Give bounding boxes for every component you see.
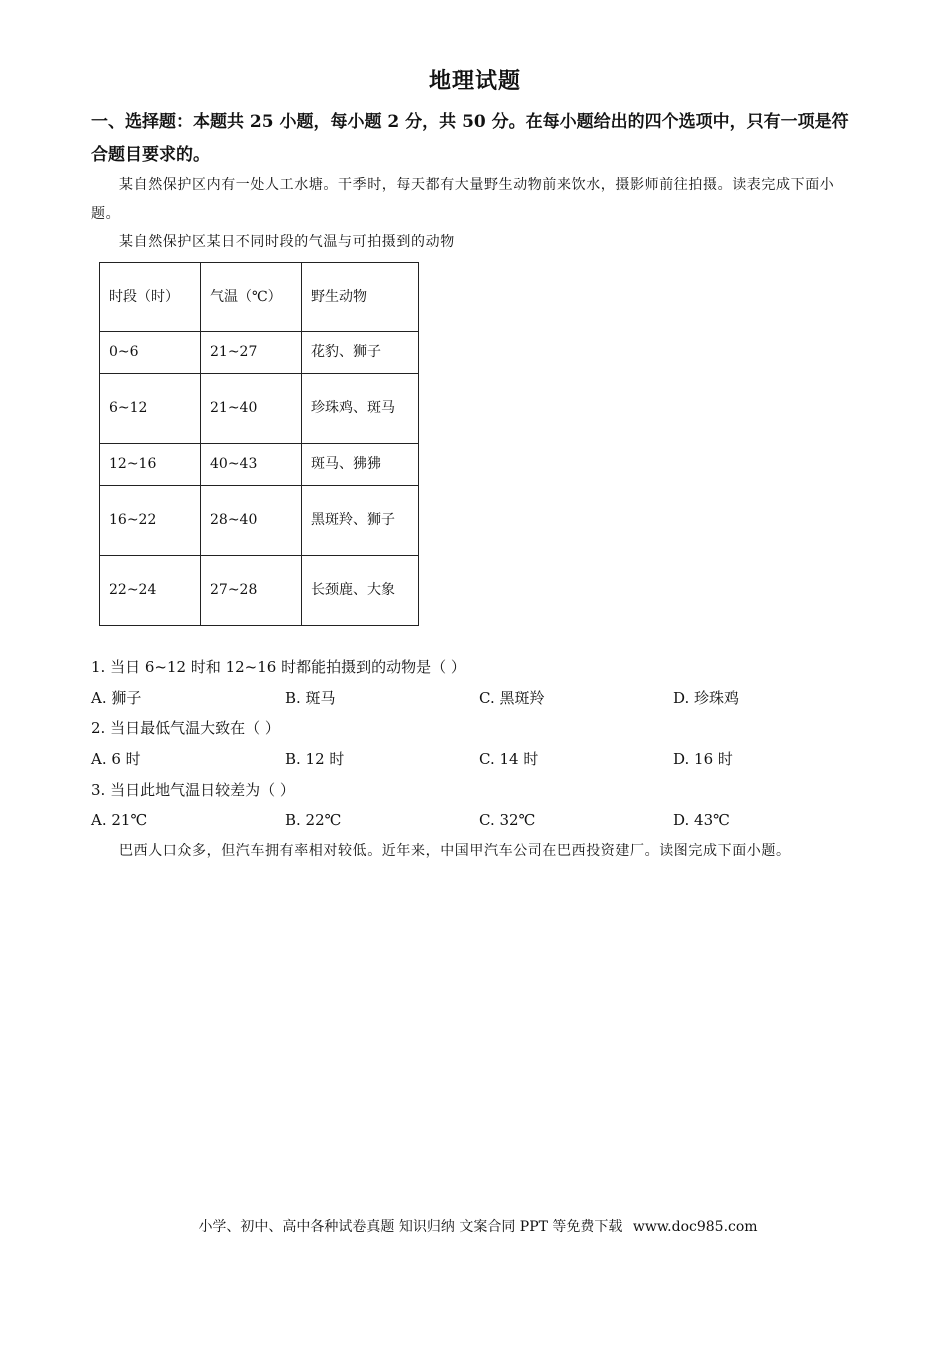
- option-b: B. 斑马: [285, 689, 336, 707]
- option-b: B. 22℃: [285, 811, 342, 829]
- table-row: [100, 332, 419, 374]
- option-d: D. 珍珠鸡: [673, 689, 740, 707]
- option-c: C. 32℃: [479, 811, 536, 829]
- table-header-cell: 气温（℃）: [201, 263, 302, 332]
- table-cell: 长颈鹿、大象: [302, 556, 419, 626]
- table-cell: 40~43: [201, 444, 302, 486]
- page-footer: [0, 1216, 950, 1236]
- table-caption: 某自然保护区某日不同时段的气温与可拍摄到的动物: [119, 234, 455, 250]
- option-a: A. 6 时: [91, 750, 141, 768]
- option-c: C. 黑斑羚: [479, 689, 545, 707]
- table-cell: 黑斑羚、狮子: [302, 486, 419, 556]
- page-title: 地理试题: [428, 68, 521, 94]
- table-header-row: [100, 263, 419, 332]
- intro-paragraph: 某自然保护区内有一处人工水塘。干季时，每天都有大量野生动物前来饮水，摄影师前往拍摄。读表完成下面小题。: [91, 177, 835, 222]
- table-row: [100, 556, 419, 626]
- option-a: A. 狮子: [91, 689, 142, 707]
- table-cell: 0~6: [100, 332, 201, 374]
- table-cell: 22~24: [100, 556, 201, 626]
- data-table: [99, 262, 419, 626]
- table-cell: 珍珠鸡、斑马: [302, 374, 419, 444]
- option-d: D. 16 时: [673, 750, 733, 768]
- question-stem: 2. 当日最低气温大致在（ ）: [91, 719, 280, 737]
- table-row: [100, 374, 419, 444]
- table-cell: 斑马、狒狒: [302, 444, 419, 486]
- table-cell: 21~27: [201, 332, 302, 374]
- table-header-cell: 野生动物: [302, 263, 419, 332]
- table-row: [100, 444, 419, 486]
- option-b: B. 12 时: [285, 750, 345, 768]
- table-cell: 16~22: [100, 486, 201, 556]
- table-cell: 花豹、狮子: [302, 332, 419, 374]
- second-paragraph: 巴西人口众多，但汽车拥有率相对较低。近年来，中国甲汽车公司在巴西投资建厂。读图完成下面小题。: [119, 843, 791, 859]
- footer-link[interactable]: www.doc985.com: [632, 1219, 758, 1235]
- table-cell: 28~40: [201, 486, 302, 556]
- option-a: A. 21℃: [91, 811, 148, 829]
- option-c: C. 14 时: [479, 750, 539, 768]
- question-stem: 3. 当日此地气温日较差为（ ）: [91, 781, 295, 799]
- table-header-cell: 时段（时）: [100, 263, 201, 332]
- table-row: [100, 486, 419, 556]
- table-cell: 21~40: [201, 374, 302, 444]
- table-cell: 27~28: [201, 556, 302, 626]
- table-cell: 6~12: [100, 374, 201, 444]
- question-stem: 1. 当日 6~12 时和 12~16 时都能拍摄到的动物是（ ）: [91, 658, 466, 676]
- footer-text: 小学、初中、高中各种试卷真题 知识归纳 文案合同 PPT 等免费下载: [198, 1219, 623, 1235]
- option-d: D. 43℃: [673, 811, 730, 829]
- section-heading: 一、选择题：本题共 25 小题，每小题 2 分，共 50 分。在每小题给出的四个选项中，只有一项是符合题目要求的。: [91, 112, 849, 165]
- table-cell: 12~16: [100, 444, 201, 486]
